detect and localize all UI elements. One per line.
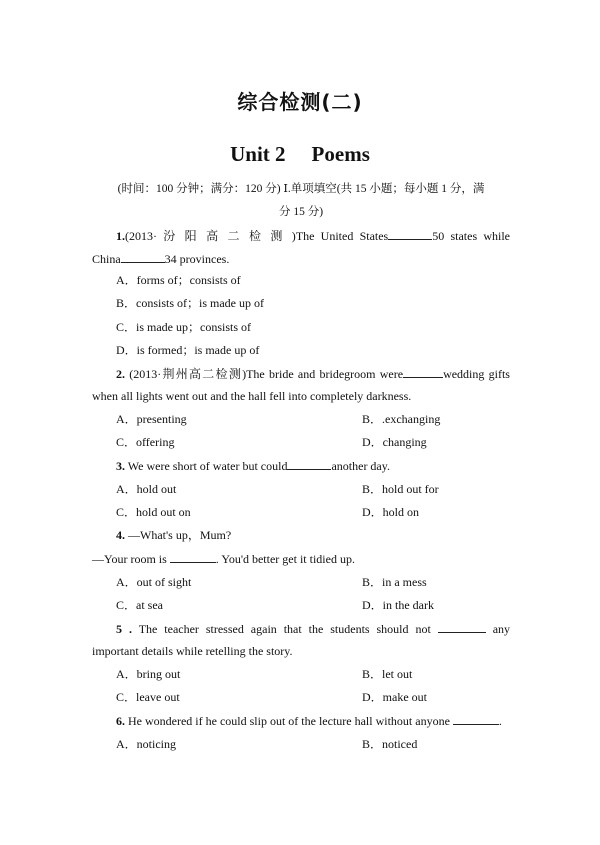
question-source: (2013· 汾 阳 高 二 检 测 )	[125, 229, 296, 243]
exam-info-line-1: (时间：100 分钟；满分：120 分) Ⅰ.单项填空(共 15 小题；每小题 1 分，满	[117, 183, 485, 195]
option-text: noticing	[136, 737, 176, 751]
option-text: bring out	[136, 667, 181, 681]
option-a[interactable]	[116, 481, 176, 497]
answer-blank	[438, 620, 486, 633]
question-text: —What's up，Mum?	[128, 528, 232, 542]
question-4-line-1	[116, 527, 510, 543]
question-number: 1.	[116, 229, 125, 243]
option-b[interactable]	[362, 411, 440, 427]
option-b[interactable]	[116, 295, 264, 311]
option-text: hold out	[136, 482, 177, 496]
question-text: . You'd better get it tidied up.	[215, 552, 355, 566]
option-b[interactable]	[362, 481, 439, 497]
option-label: A．	[116, 273, 137, 287]
option-b[interactable]	[362, 666, 412, 682]
question-number: 6.	[116, 714, 125, 728]
option-label: D．	[362, 598, 383, 612]
option-c[interactable]	[116, 434, 174, 450]
option-a[interactable]	[116, 574, 191, 590]
option-text: hold out for	[382, 482, 439, 496]
question-text: China	[92, 252, 121, 266]
option-d[interactable]	[362, 434, 427, 450]
question-text: wedding gifts	[443, 367, 510, 381]
option-label: D．	[362, 435, 383, 449]
option-d[interactable]	[362, 689, 427, 705]
option-b[interactable]	[362, 736, 417, 752]
option-text: out of sight	[136, 575, 192, 589]
question-number: 3.	[116, 459, 125, 473]
option-c[interactable]	[116, 319, 251, 335]
answer-blank	[287, 457, 331, 470]
page-title: 综合检测(二)	[237, 90, 363, 114]
question-number: 4.	[116, 528, 125, 542]
option-label: D．	[362, 690, 383, 704]
unit-number: Unit 2	[230, 142, 286, 166]
option-b[interactable]	[362, 574, 427, 590]
option-c[interactable]	[116, 689, 180, 705]
question-5-line-2: important details while retelling the story.	[92, 644, 293, 658]
unit-title	[0, 142, 600, 167]
question-number: 5 .	[116, 622, 132, 636]
option-a[interactable]	[116, 272, 241, 288]
option-text: hold on	[382, 505, 420, 519]
answer-blank	[388, 227, 432, 240]
question-5-line-1	[116, 620, 510, 637]
option-text: is made up；consists of	[136, 320, 252, 334]
question-text: another day.	[331, 459, 390, 473]
answer-blank	[170, 550, 216, 563]
option-label: B．	[362, 737, 383, 751]
option-text: at sea	[136, 598, 163, 612]
option-label: B．	[116, 296, 137, 310]
unit-topic: Poems	[311, 142, 370, 166]
option-label: B．	[362, 575, 383, 589]
option-text: in the dark	[382, 598, 434, 612]
question-4-line-2	[92, 550, 510, 567]
answer-blank	[453, 712, 499, 725]
option-d[interactable]	[362, 504, 419, 520]
option-text: let out	[382, 667, 413, 681]
option-label: C．	[116, 320, 137, 334]
question-text: 34 provinces.	[164, 252, 230, 266]
option-text: offering	[136, 435, 175, 449]
option-text: in a mess	[382, 575, 427, 589]
option-label: D．	[362, 505, 383, 519]
question-text: He wondered if he could slip out of the lecture hall without anyone	[128, 714, 450, 728]
option-a[interactable]	[116, 411, 187, 427]
option-label: D．	[116, 343, 137, 357]
option-label: B．	[362, 482, 383, 496]
question-number: 2.	[116, 367, 125, 381]
option-label: C．	[116, 690, 137, 704]
question-text: .	[498, 714, 502, 728]
question-text: The teacher stressed again that the students should not	[138, 622, 431, 636]
option-c[interactable]	[116, 597, 163, 613]
exam-info-line-2: 分 15 分)	[278, 206, 324, 218]
option-c[interactable]	[116, 504, 191, 520]
option-d[interactable]	[362, 597, 434, 613]
question-3-line-1	[116, 457, 510, 474]
option-label: C．	[116, 435, 137, 449]
option-label: C．	[116, 505, 137, 519]
option-label: C．	[116, 598, 137, 612]
question-text: any	[492, 622, 511, 636]
answer-blank	[121, 250, 165, 263]
option-label: A．	[116, 482, 137, 496]
question-text: We were short of water but could	[127, 459, 288, 473]
option-label: B．	[362, 667, 383, 681]
option-text: make out	[382, 690, 427, 704]
question-text: The United States	[295, 229, 389, 243]
question-text: —Your room is	[92, 552, 167, 566]
option-a[interactable]	[116, 666, 180, 682]
option-text: presenting	[136, 412, 187, 426]
answer-blank	[403, 365, 443, 378]
option-text: forms of；consists of	[136, 273, 241, 287]
option-text: consists of；is made up of	[136, 296, 265, 310]
option-label: A．	[116, 737, 137, 751]
option-label: A．	[116, 575, 137, 589]
option-text: hold out on	[136, 505, 191, 519]
question-1-line-2	[92, 250, 510, 267]
option-text: noticed	[382, 737, 418, 751]
question-text: The bride and bridegroom were	[246, 367, 404, 381]
option-d[interactable]	[116, 342, 259, 358]
question-2-line-1	[116, 365, 510, 382]
option-text: exchanging	[385, 412, 441, 426]
question-2-line-2: when all lights went out and the hall fell into completely darkness.	[92, 389, 412, 403]
question-text: 50 states while	[432, 229, 510, 243]
option-label: A．	[116, 412, 137, 426]
question-6-line-1	[116, 712, 510, 729]
option-a[interactable]	[116, 736, 176, 752]
question-1-line-1	[116, 227, 510, 244]
question-source: (2013·荆州高二检测)	[129, 367, 247, 381]
option-label: B．.	[362, 412, 386, 426]
option-label: A．	[116, 667, 137, 681]
option-text: leave out	[136, 690, 180, 704]
option-text: changing	[382, 435, 427, 449]
option-text: is formed；is made up of	[136, 343, 260, 357]
